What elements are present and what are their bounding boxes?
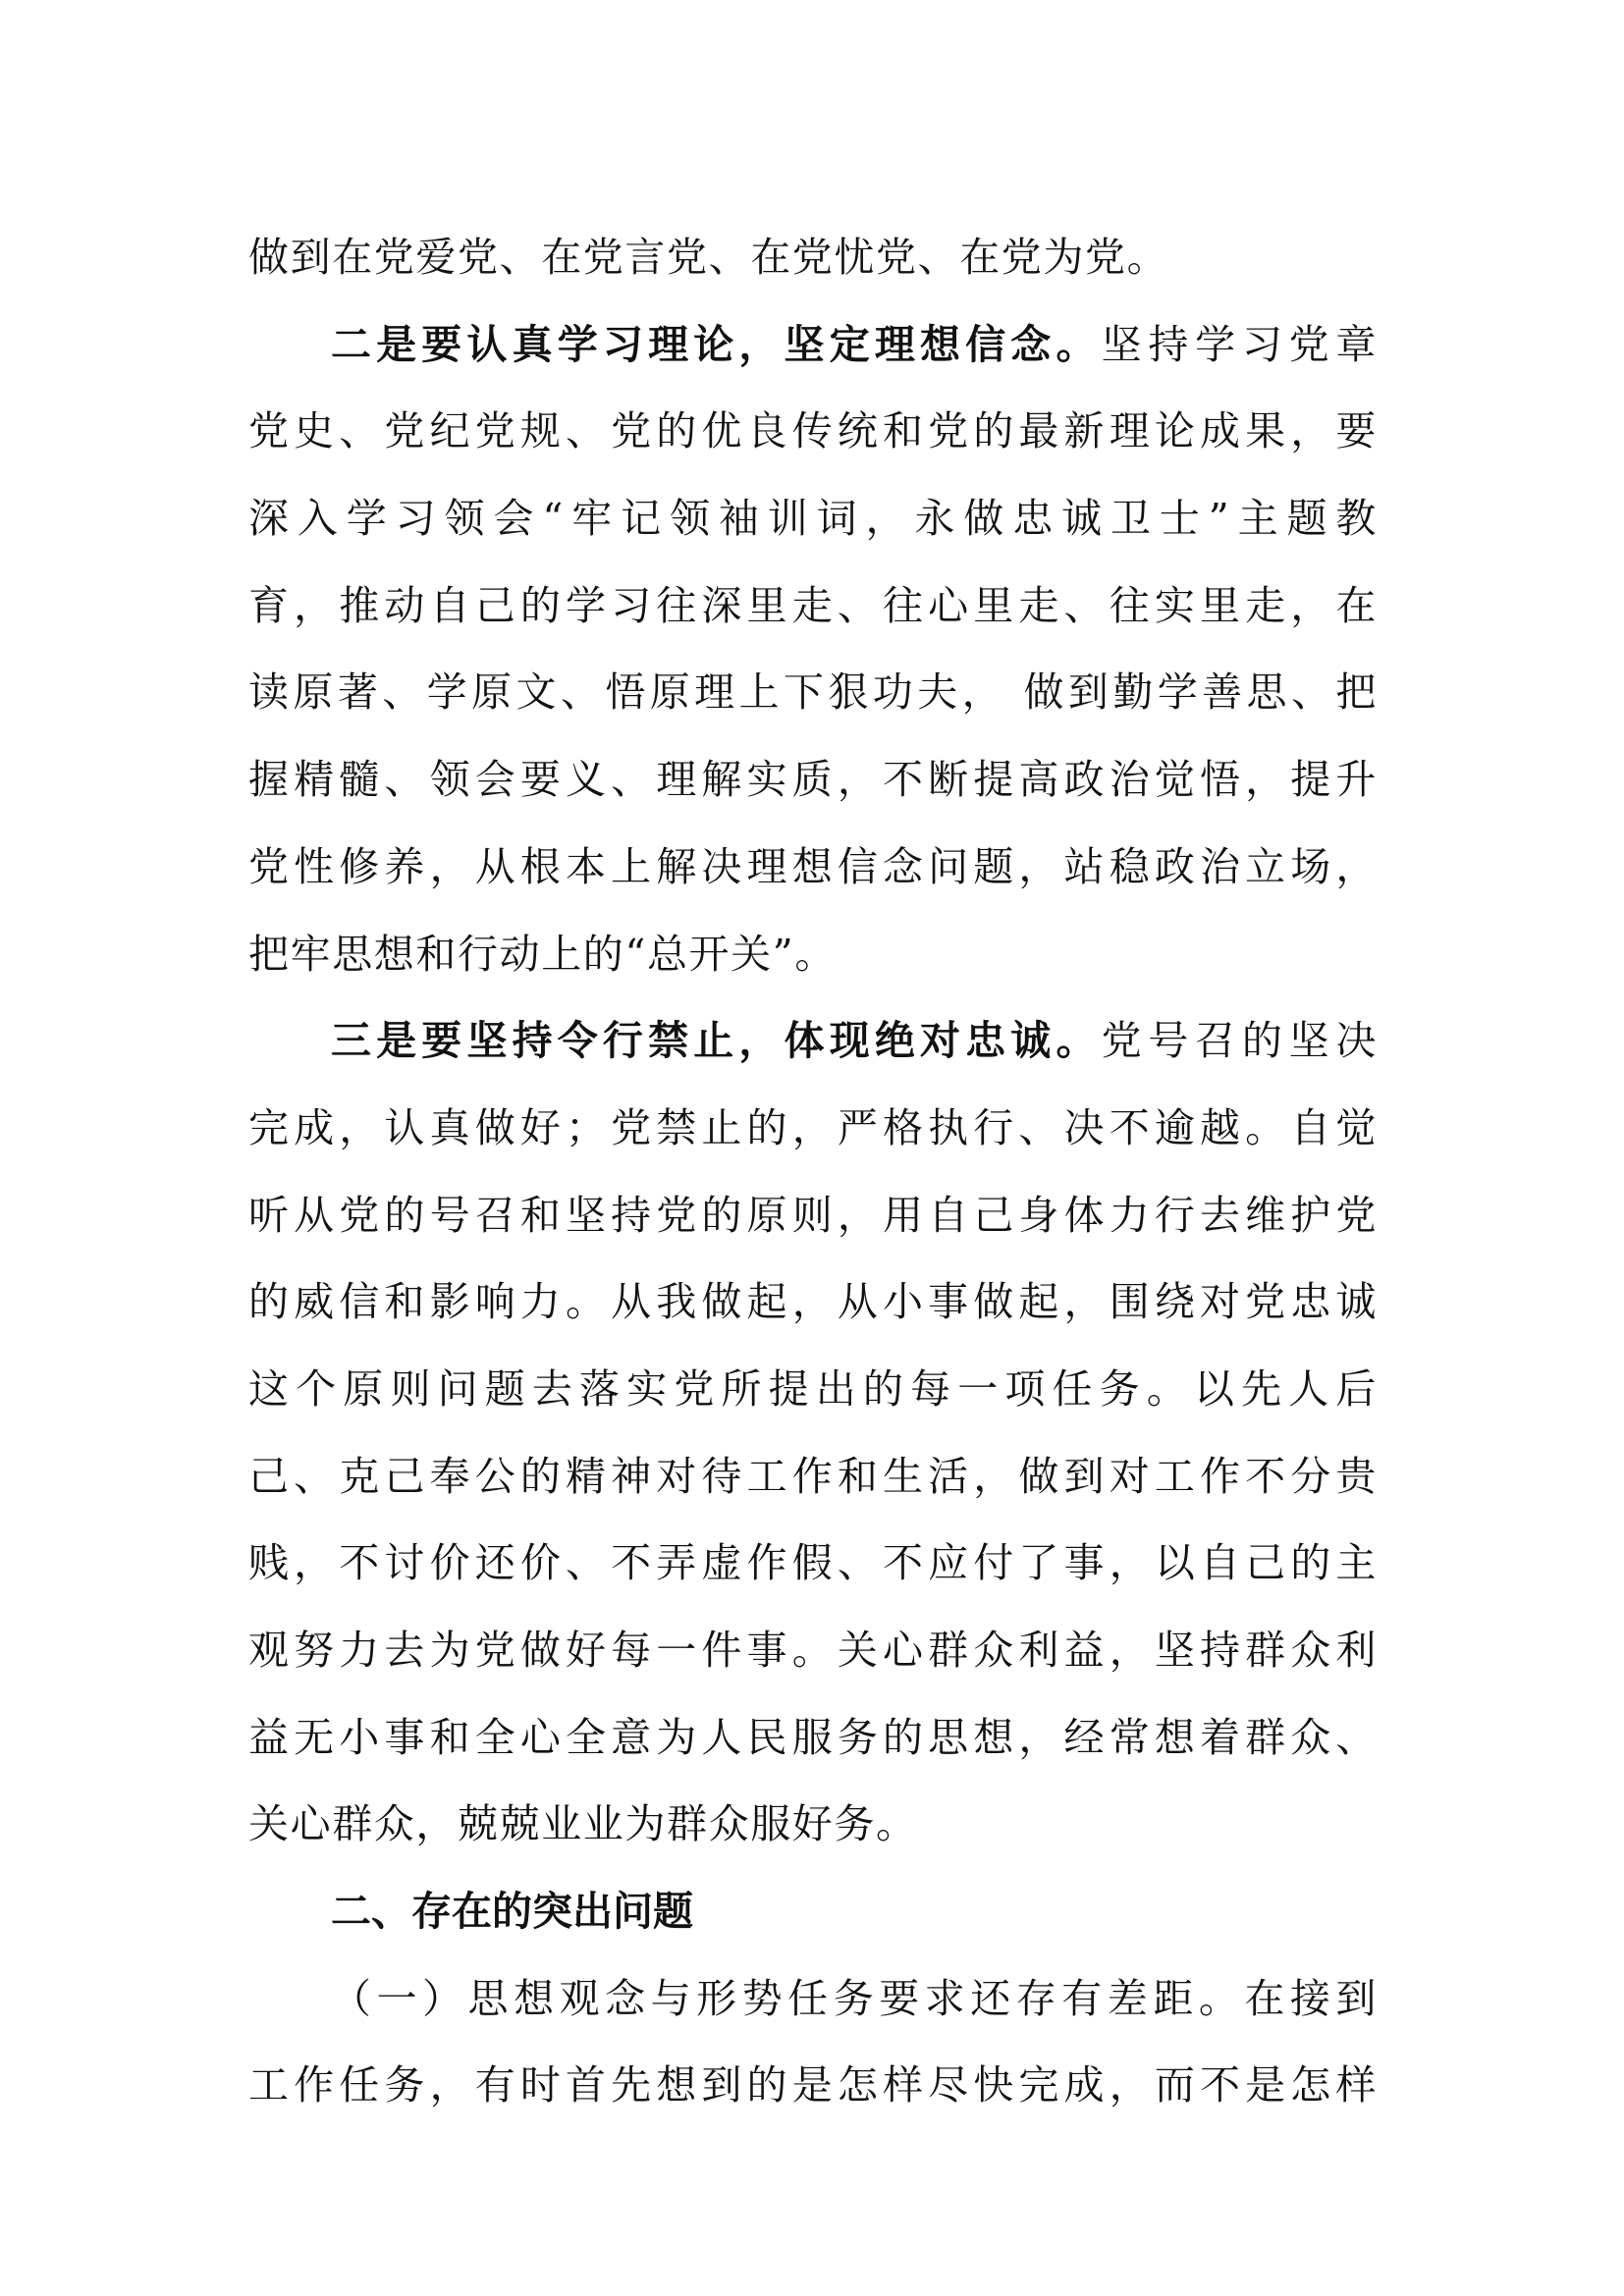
paragraph-3-line: 完成，认真做好；党禁止的，严格执行、决不逾越。自觉 — [248, 1103, 1378, 1151]
paragraph-2-first-line-rest: 坚持学习党章 — [1101, 320, 1378, 368]
paragraph-3-line: 关心群众，兢兢业业为群众服好务。 — [248, 1800, 918, 1848]
paragraph-3-line: 听从党的号召和坚持党的原则，用自己身体力行去维护党 — [248, 1191, 1378, 1239]
paragraph-2-line: 党性修养，从根本上解决理想信念问题，站稳政治立场， — [248, 842, 1378, 890]
paragraph-3-bold-lead: 三是要坚持令行禁止，体现绝对忠诚。 — [331, 1017, 1102, 1065]
paragraph-3-line: 己、克己奉公的精神对待工作和生活，做到对工作不分贵 — [248, 1452, 1378, 1500]
paragraph-3-line: 这个原则问题去落实党所提出的每一项任务。以先人后 — [248, 1364, 1378, 1413]
paragraph-4-line: 工作任务，有时首先想到的是怎样尽快完成，而不是怎样 — [248, 2061, 1378, 2109]
paragraph-2-line: 握精髓、领会要义、理解实质，不断提高政治觉悟，提升 — [248, 756, 1378, 804]
paragraph-2-line: 育，推动自己的学习往深里走、往心里走、往实里走，在 — [248, 581, 1378, 629]
paragraph-3-line: 益无小事和全心全意为人民服务的思想，经常想着群众、 — [248, 1713, 1378, 1761]
paragraph-3-first-line-rest: 党号召的坚决 — [1101, 1017, 1378, 1065]
paragraph-2-first-line — [248, 301, 1378, 389]
section-heading: 二、存在的突出问题 — [331, 1888, 693, 1936]
paragraph-3-first-line — [248, 997, 1378, 1085]
paragraph-2-bold-lead: 二是要认真学习理论，坚定理想信念。 — [331, 320, 1102, 368]
paragraph-2-line: 深入学习领会“牢记领袖训词，永做忠诚卫士”主题教 — [248, 495, 1378, 543]
paragraph-3-line: 贱，不讨价还价、不弄虚作假、不应付了事，以自己的主 — [248, 1539, 1378, 1587]
paragraph-3-line: 观努力去为党做好每一件事。关心群众利益，坚持群众利 — [248, 1627, 1378, 1674]
paragraph-2-line: 党史、党纪党规、党的优良传统和党的最新理论成果，要 — [248, 407, 1378, 455]
paragraph-1-line: 做到在党爱党、在党言党、在党忧党、在党为党。 — [248, 234, 1169, 281]
document-page — [248, 214, 1378, 2129]
paragraph-3-line: 的威信和影响力。从我做起，从小事做起，围绕对党忠诚 — [248, 1278, 1378, 1326]
paragraph-4-first-line: （一）思想观念与形势任务要求还存有差距。在接到 — [331, 1974, 1378, 2022]
paragraph-2-line: 读原著、学原文、悟原理上下狠功夫， 做到勤学善思、把 — [248, 668, 1378, 717]
paragraph-2-line: 把牢思想和行动上的“总开关”。 — [248, 930, 837, 978]
